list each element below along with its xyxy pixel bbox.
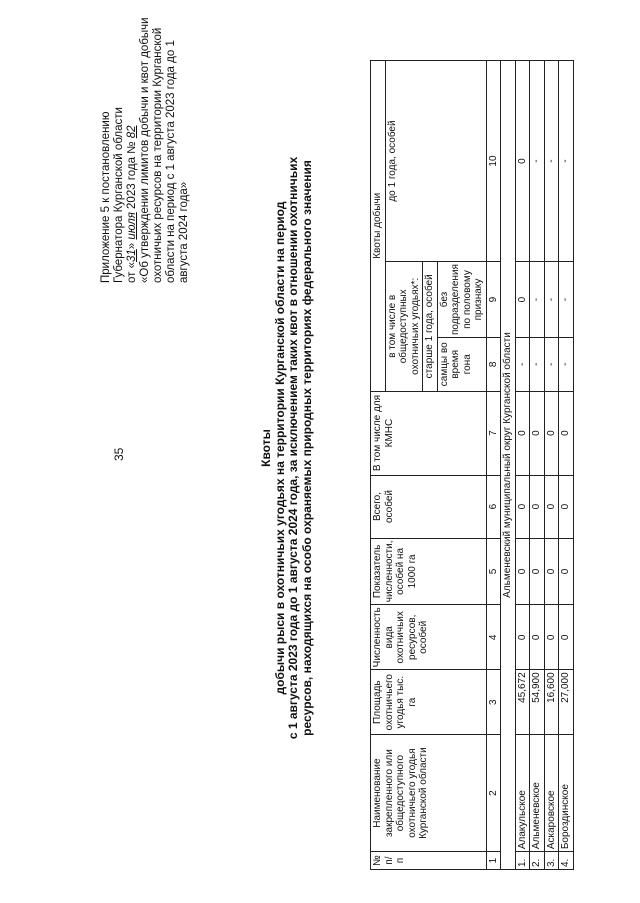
row-males: - [530,338,545,392]
header-density: Показатель численности, особей на 1000 га [371,538,487,605]
row-num: 2. [530,852,545,870]
annex-header [100,13,191,283]
row-area: 45,672 [515,670,530,735]
row-nosex: - [559,262,574,338]
table-row [515,61,530,870]
col-number: 9 [486,262,501,338]
annex-line-1: Приложение 5 к постановлению [100,111,112,283]
title-line-4: ресурсов, находящихся на особо охраняемых природных территориях федерального значения [299,160,314,736]
row-nosex: 0 [515,262,530,338]
row-density: 0 [544,538,559,605]
header-males: самцы во время гона [437,338,486,392]
header-young: до 1 года, особей [385,61,486,262]
annex-doc-number: 82 [126,125,138,139]
row-young: 0 [515,61,530,262]
header-num: № п/п [371,852,487,870]
header-quotas: Квоты добычи [371,61,386,392]
row-density: 0 [559,538,574,605]
table-row [559,61,574,870]
annex-date-prefix: от « [126,261,138,283]
row-nosex: - [544,262,559,338]
header-nosex: без подразделения по половому признаку [437,262,486,338]
row-kmns: 0 [559,391,574,475]
row-kmns: 0 [544,391,559,475]
header-name: Наименование закрепленного или общедоступного охотничьего угодья Курганской области [371,735,487,852]
row-young: - [544,61,559,262]
col-number: 2 [486,735,501,852]
row-males: - [559,338,574,392]
column-number-row [486,61,501,870]
header-area: Площадь охотничьего угодья тыс. га [371,670,487,735]
row-count: 0 [544,605,559,670]
row-young: - [530,61,545,262]
row-total: 0 [544,475,559,538]
annex-date-line [126,13,139,283]
annex-line-4: «Об утверждении лимитов добычи и квот добычи охотничьих ресурсов на территории Курганской области на период с 1 августа 2023 года до 1 августа 2024 года» [139,17,190,283]
row-density: 0 [530,538,545,605]
header-count: Численность вида охотничьих ресурсов, особей [371,605,487,670]
row-kmns: 0 [530,391,545,475]
row-name: Альменевское [530,735,545,852]
region-row [501,61,516,870]
row-males: - [544,338,559,392]
col-number: 4 [486,605,501,670]
region-name: Альменевский муниципальный округ Курганской области [501,61,516,870]
row-area: 54,900 [530,670,545,735]
annex-date-suffix: 2023 года № [126,138,138,213]
page-number: 35 [112,447,126,461]
row-num: 3. [544,852,559,870]
title-line-2: добычи рыси в охотничьих угодьях на территории Курганской области на период [272,201,287,695]
col-number: 7 [486,391,501,475]
col-number: 5 [486,538,501,605]
header-public: в том числе в общедоступных охотничьих угодьях*: [385,262,423,392]
row-young: - [559,61,574,262]
document-title [260,113,314,783]
header-older: старше 1 года, особей [423,262,438,392]
table-row [530,61,545,870]
row-total: 0 [530,475,545,538]
annex-date-mid: » [126,242,138,250]
row-area: 16,600 [544,670,559,735]
row-name: Алакульское [515,735,530,852]
row-nosex: - [530,262,545,338]
title-line-1: Квоты [259,429,273,467]
table-row [544,61,559,870]
col-number: 1 [486,852,501,870]
annex-date-month: июля [126,212,138,240]
quota-table [370,60,574,870]
row-count: 0 [515,605,530,670]
col-number: 10 [486,61,501,262]
row-density: 0 [515,538,530,605]
row-total: 0 [515,475,530,538]
row-name: Бороздинское [559,735,574,852]
header-total: Всего, особей [371,475,487,538]
row-num: 4. [559,852,574,870]
row-count: 0 [559,605,574,670]
header-kmns: В том числе для КМНС [371,391,487,475]
row-count: 0 [530,605,545,670]
col-number: 8 [486,338,501,392]
row-males: - [515,338,530,392]
row-total: 0 [559,475,574,538]
row-area: 27,000 [559,670,574,735]
annex-line-2: Губернатора Курганской области [113,107,125,283]
row-name: Аскаровское [544,735,559,852]
row-num: 1. [515,852,530,870]
row-kmns: 0 [515,391,530,475]
col-number: 6 [486,475,501,538]
annex-date-day: 31 [126,249,138,262]
col-number: 3 [486,670,501,735]
title-line-3: с 1 августа 2023 года до 1 августа 2024 года, за исключением таких квот в отношении охотничьих [286,156,300,740]
